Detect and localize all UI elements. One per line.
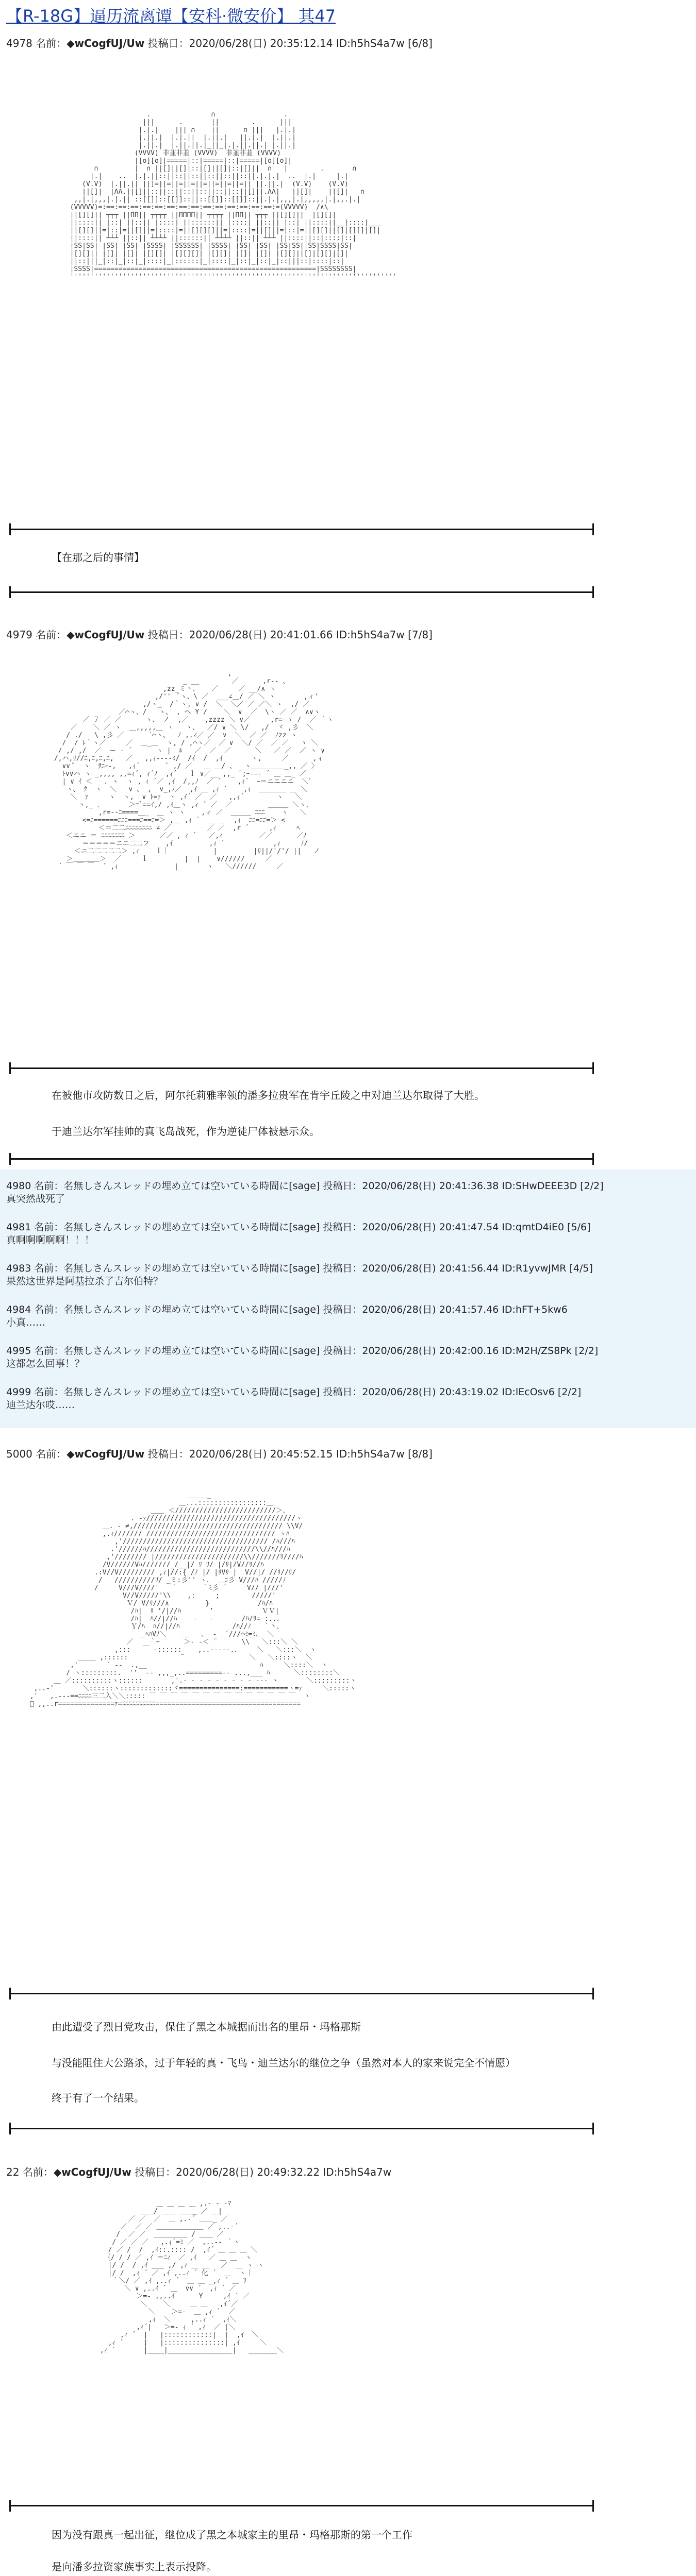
post-number: 4978 xyxy=(6,37,32,49)
reply-message: 这都怎么回事！？ xyxy=(6,1358,85,1369)
post-line: 由此遭受了烈日党攻击，保住了黑之本城据而出名的里昂・玛格那斯 xyxy=(52,2021,361,2033)
post-line: 在被他市攻防数日之后，阿尔托莉雅率领的潘多拉贵军在肯宇丘陵之中对迪兰达尔取得了大胜。 xyxy=(52,1089,485,1101)
reply-header: 4983 名前：名無しさんスレッドの埋め立ては空いている時間に[sage] 投稿日：2020/06/28(日) 20:41:56.44 ID:R1yvwJMR [4/5] xyxy=(6,1263,593,1274)
ascii-art-battle: , _ __ ／ ,r‐- 、 ,zz_ミ丶、 ／ ／ __/∧ ヽ ,/'' ﾞヽ、\ ／ ___∠＿/ ／ ＼ ヽ ,ィ' ,/ヽ_ /｀ヽ, ∨ / ＼ ＼／ ／ ／＼ ヽ ,/ ／ ／⌒ヽ、/ ヽ、 , ヘ Y / ＼ ∨ ／ \ヽ ／ ／ ∧∨ヽ ／ ７ ／ ／ ヽ、 ノ ,／ ,zzzz ＼ ∨／ ,r=-ヽ / ／ ｀ヽ ／ ＼ ／ ヽ ＿,,,,,＿ ヽ ヽ、 ／/ ∨ ＼ \/ ,/ ヾ ,彡 ＼ / ./ \ ,彡 ／ ´⌒ヽ、 ﾉ ,.∠／ ／ ∨ ＼ ／ ／ ﾉzz ヽ / / ﾚ｀ヽ／ ／ ＿_＿ ヽ, / ,⌒ヽ／ ／ ∨ ＼/ ／ ／ ／ ヽ ＼ / ,/ ,/ ／ ー ‐ ´ ヽ | ﾙ ／ ／ ／ ＼ ／ ／ ／ ヽ ∨ /,ハ,ﾘ//ﾆ,ﾆ,ﾆ,ﾆ, ／ ,,ｨ-‐‐‐ﾐ/ /ｲ / ,ｲ ヽ, ／ ,ィ ∨∨ ﾟ ヽ ｻﾆｰ‐, ,ｨ´ ﾟ ,/ ／ ＿ ＿/ 、 ヽ＿＿＿＿＿_,, ／ 〉 ﾄ∨∨ハ ヽ _,,,, ,,=ｨ´, ｨ´ﾉ ,ｨ´ ｌ ∨／__ ,,_ ﾞ;ｰ-―‐ ´ ＿ ＿_ ／ | ∨ ｲ ＜ ､ ヽ ヽ , ｨ ´／ ,ｲ /,,ﾉ ／ ´ ,ｨ´ ｰ＝ニニニニ ＼ﾞ ヽ、 ｸ ヽ ＼ ∨ 、 , ∨_,ﾉ／ ,ｲ ＿ ,ｨ ´ ,ｨ ＿＿＿＿ ＿ ＼ ＼ ｧ ヽ ヽ, ∨ ﾄ=ｧ ヽ ,ｲ´ ／ ／ ,,ｨ´ ヽ ＼ ヽ,_ ､ ＞=ﾞ==ｲ,/ ,ｲ＿ヽ ,ｨ ´ ／ ／ ＿＿＿ ＼ヽ、 ,r=--ﾆ====＿_ ＿ ヽ ヽ ,ィ ／ ＿＿＿ ﾆﾆﾆ ヽ ＼ <=ﾆ======ﾆﾆﾆ===ﾆ==ﾆ=＞ ,＿ ,ｨ ´ ＿ ＿ ,ｨ ﾆﾆ=ﾆﾆ=＞ < ＜＝二二ﾆﾆﾆﾆﾆﾆﾆﾆ ∠ ／ ／ ／ ,r ´ ,ｨ ﾍ ＜ニニ ＝ ﾆﾆﾆﾆﾆﾆﾆ ＞ ／／ , ｨ ´ ／,ｨ ／／ ／ﾉ ＝＝＝＝＝ニニ二二フ ,ｲ ,ｨ ´ ,ｨ ﾉ/ ＜ニ二二二二二＞ ,ｨ ｌ｜ | |ﾘ||/'/'/ || ノ ＞＿＿＿＿＞ ／ ｌ | | ∨////// ／ ´ ￣ ￣ ￣ ´ ,ｨ | ヽ ＼////// ／ xyxy=(54,670,334,871)
reply-message: 真突然战死了 xyxy=(6,1193,65,1205)
post-meta: 投稿日：2020/06/28(日) 20:35:12.14 ID:h5hS4a7w [6/8] xyxy=(147,37,433,49)
divider-rule xyxy=(9,591,594,593)
post-line: 因为没有跟真一起出征，继位成了黑之本城家主的里昂・玛格那斯的第一个工作 xyxy=(52,2529,412,2541)
post-number: 22 xyxy=(6,2166,20,2178)
reply-header: 4981 名前：名無しさんスレッドの埋め立ては空いている時間に[sage] 投稿日：2020/06/28(日) 20:41:47.54 ID:qmtD4iE0 [5/6] xyxy=(6,1222,591,1233)
poster-name[interactable]: ◆wCogfUJ/Uw xyxy=(67,37,145,49)
reply-item xyxy=(6,1180,604,1206)
ascii-art-portrait: ＿ ＿ ＿ ＿ ,.- ‐ ‐ﾏ ＿＿/ ＿＿ ＿＿_ ／ ＿| ／ ／ ／ ＿ ,.‐´ ＿＿_ ／ ／ ／ ／ ＿＿＿＿＿＿＿ ／ ,..‐´ / ／ ／ ＿＿＿＿＿ / ＿＿ ／ / ／ ／ ／ ,.ｨ´=ﾐ ／ ,..-‐ ｀ヽ / ／ / / ,ｲ::.:::: / ,ｲ´ ＿ ＿ ＿ ＼ ｛/ / / ／ ,ｲ ＝ﾆｨ ／ ,ｲ ／ ＿ ＿ ヽ |/ / / ,ｲ ___ ,/ ,ｨ ＿ ＿ ／ ＿ ヽ ヽ |/ / ,ｨ ´ ／ ,ｲ ,..ｨ ´ 化 ´ ＿ ヽ｜ ｀＼/ ／ ,ｲ ,..ｨ ´ ＿ ＿ _,ｨ ´ ＿ ﾘ ＼ ∨ ,..ｲ ´ ＿ ∨∨ ´ ,ｨ ´ ／ ＞=- ,,..ｲ Y ,ｲ ´ ／ ＼ ＼ ＿ ＿ ,ｲ´／ ＼ ＞=- ＿ ,ｨ ´ ／ ,ｨ ＼ ,..ｨ ´ ,ｨ＼ ,ｨ´| ＞=- ｨ ´ ,ｨ ／ |＼ ,ｨ ´ | |::::::::::::| | ,ｲ ＼ ,ｨ ´ | |:::::::::::::::| ,ｲ ＼ ,ｨ ´ |____|________________| _______＼ xyxy=(100,2200,284,2354)
reply-item xyxy=(6,1262,593,1288)
post-meta: 投稿日：2020/06/28(日) 20:49:32.22 ID:h5hS4a7w xyxy=(135,2166,392,2178)
ascii-art-figure: ＿＿＿_ ＿...:::::::::::::::::＿ ＿＿ ＜/////////////////////////＞、 . -ｧ/////////////////////////////////////ヽ ＿. ‐ ≠,///////////////////////////////////// \\V/ ,.ｨ/////// //////////////////////////////// ヽﾊ ,'//////////////////////////////////// /ﾊ///ﾊ .'//////ﾊ///////////////////////////\\//ﾊ///ﾊ ,'//////// |//////////////////////\\///////ﾘ////ﾊ /V//////Vﾊ///////_/__|/ ﾘ ﾘ/ |/ﾘ|/V//ﾘ//ﾊ .:V//V///////// ,ｨ|//:{ /ﾉ |/ |ﾘVﾘ | V//|/ //ﾘ//ﾘ/ / //////////ﾘ/ _ミ:彡'' ヽ､ ＿ﾆ彡 V///ﾊ /////ﾉ / V///V////' ｀ ｀ﾐ彡 ¨ V// |///' V//V/////'\\ ,: ; /////' Ｖ/ V/ﾘ///∧ } /ﾊ/ﾊ /ﾊ| ﾘ ’/|//ﾊ ’ ＶＶ| /ﾊ| ﾊ//|//ﾊ ‐ ‐ /ﾊ/ﾘ=-:..、 Ｙ/ﾊ ﾊ//|//ﾊ /ﾊ//ﾉ ｀丶、 ＿ﾍﾊVﾉ＼ ＿ ､ ‐ ´///⌒ﾐ=ﾐ､ ＼ ／ ｀ｰ ＞‐ ‐＜ ¨ \\ ＼:::＼ ＼ ,::: ￣ ‐:::::: ,..-‐‐‐-.、 ＼ ＼:::＼ ヽ ＿＿_ ,:::::: ¨ ＼ ＼::::ヽ ＼ ,' ` ‐- .,__ ﾊ ＼::::＼ ヽ / ヽ:::::::::. '' ‐‐ ,,,_,..=========-- ...,___ ﾊ ＼::::::::＼ ＿ ／::::::::::ヽ:::::: ,'.- ‐ ‐ ‐ ‐ ‐ ‐ ‐ ‐ ‐-‐ ヽ ＼:::::::::ヽ ,..-' ＼::::::ヽ:::::::::::::ヾ===============:===========ヽ=ｧ ＼:::::ヽ ,' ,.---==ﾆﾆﾆﾆ三二入＼＼::::: ￣ ￣ ￣ ￣ ￣ ￣ ￣ ￣ ￣ ￣ ￣ ￣ ￣ ￣ ヽ ﾞ ,,..r==============ｧ=ﾆﾆﾆﾆﾆﾆﾆﾆﾆﾆ==================================== xyxy=(26,1492,357,1708)
reply-header: 4999 名前：名無しさんスレッドの埋め立ては空いている時間に[sage] 投稿日：2020/06/28(日) 20:43:19.02 ID:lEcOsv6 [2/2] xyxy=(6,1386,582,1398)
reply-header: 4980 名前：名無しさんスレッドの埋め立ては空いている時間に[sage] 投稿日：2020/06/28(日) 20:41:36.38 ID:SHwDEEE3D [2/2] xyxy=(6,1180,604,1192)
post-meta: 投稿日：2020/06/28(日) 20:45:52.15 ID:h5hS4a7w [8/8] xyxy=(147,1448,433,1460)
divider-rule xyxy=(9,1993,594,1994)
reply-message: 迪兰达尔哎…… xyxy=(6,1399,75,1411)
reply-item xyxy=(6,1303,568,1329)
name-label: 名前： xyxy=(36,37,67,49)
poster-name[interactable]: ◆wCogfUJ/Uw xyxy=(53,2166,131,2178)
post-caption: 【在那之后的事情】 xyxy=(52,551,144,564)
divider-rule xyxy=(9,1158,594,1160)
post-line: 于迪兰达尔军挂帅的真飞岛战死，作为逆徒尸体被悬示众。 xyxy=(52,1125,320,1138)
divider-rule xyxy=(9,2128,594,2129)
name-label: 名前： xyxy=(36,1448,67,1460)
poster-name[interactable]: ◆wCogfUJ/Uw xyxy=(67,629,145,641)
reply-item xyxy=(6,1221,591,1247)
post-line: 与没能阻住大公路杀，过于年轻的真・飞鸟・迪兰达尔的继位之争（虽然对本人的家来说完全不情愿） xyxy=(52,2057,516,2069)
name-label: 名前： xyxy=(36,629,67,641)
reply-item xyxy=(6,1386,581,1412)
ascii-art-castle: . ∩ . ||| . || . ||| |.|.| ||| ∩ || ∩ ||| |.|.| |.||.| |.|.|| |.||.| ||.|.| |.||.| |.||.| |.||.||.|_||_|.|.||.||.| |.||.| (VVVV) 非韮非韮 (VVVV) 非韮非韮 (VVVV) |[o][o]|=====|::|=====|::|=====|[o][o]| ∩ | ∩ ||[]||[]|::|[]||[]|::|[]|| ∩ | . ∩ |.| .. |.|.||::||::||::||::||::||::||.|.|.| .. |.| |.| (V.V) |.||.|| ||]=||=||=||=||=||=||=||=|| ||.||.| (V.V) (V.V) ||[]| |ΛΛ.||[]||::||::||::||::||::||::||[]||.ΛΛ| ||[]| ||[]| ∩ ,,|.|,,,|.|.|| ::[[]]::[[]]::||::[[]]::[[]]::||.|.|,,,|.|,,,,,|.|,,.|.| (VVVVV)=:==:==:==:==:==:==:==:==:==:==:==:==:==:==:=(VVVVV) /∧\ ||[][]|| ┬┬┬ ||ΠΠ|| ┬┬┬┬ ||ΠΠΠΠ|| ┬┬┬┬ ||ΠΠ|| ┬┬┬ ||[][]|| |[][]| ||::::|| |::| ||::|| |::::| ||::::::|| |::::| ||::|| |::| ||::::||__|::::|___ ||[][]||=|::|=||[]||=|::::|=||[][][]||=|::::|=||[]||=|::|=||[][]||[]|[][]|[]| ||::::|| ┴┴┴ ||::|| ┴┴┴┴ ||::::::|| ┴┴┴┴ ||::|| ┴┴┴ ||::::||::|::::|::| |SS|SS| |SS| |SS| |SSSS| |SSSSSS| |SSSS| |SS| |SS| |SS|SS||SS|SSSS|SS| |[][]|| |[]| |[]| |[][]| |[][][]| |[][]| |[]| |[]| |[][]||[]|[][]|[]| ||::|||_|::|_|::|_|::::|_|::::::|_|::::|_|::|_|::|_|::|||::|::::|::| |SSSS|=======================================================|SSSSSSSS| ''''''''''''''''''''''''''''''''''''''''''''''''''''''''''''''''''''''''''''''''' xyxy=(70,111,397,281)
divider-rule xyxy=(9,529,594,530)
reply-message: 真啊啊啊啊啊！！！ xyxy=(6,1234,95,1246)
page-title[interactable]: 【R-18G】逼历流离谭【安科·微安价】 其47 xyxy=(6,6,336,26)
post-header xyxy=(6,37,433,49)
post-header xyxy=(6,2166,391,2178)
reply-header: 4984 名前：名無しさんスレッドの埋め立ては空いている時間に[sage] 投稿日：2020/06/28(日) 20:41:57.46 ID:hFT+5kw6 xyxy=(6,1304,568,1315)
poster-name[interactable]: ◆wCogfUJ/Uw xyxy=(67,1448,145,1460)
reply-message: 果然这世界是阿基拉杀了吉尔伯特？ xyxy=(6,1276,163,1287)
reply-item xyxy=(6,1345,598,1370)
post-header xyxy=(6,1448,433,1460)
name-label: 名前： xyxy=(22,2166,54,2178)
divider-rule xyxy=(9,2505,594,2506)
post-number: 4979 xyxy=(6,629,32,641)
post-line: 是向潘多拉资家族事实上表示投降。 xyxy=(52,2561,217,2573)
post-header xyxy=(6,629,433,641)
reply-message: 小真…… xyxy=(6,1317,46,1328)
reply-header: 4995 名前：名無しさんスレッドの埋め立ては空いている時間に[sage] 投稿日：2020/06/28(日) 20:42:00.16 ID:M2H/ZS8Pk [2/2] xyxy=(6,1345,599,1357)
divider-rule xyxy=(9,1067,594,1069)
post-line: 终于有了一个结果。 xyxy=(52,2092,144,2104)
post-meta: 投稿日：2020/06/28(日) 20:41:01.66 ID:h5hS4a7w [7/8] xyxy=(147,629,433,641)
post-number: 5000 xyxy=(6,1448,32,1460)
